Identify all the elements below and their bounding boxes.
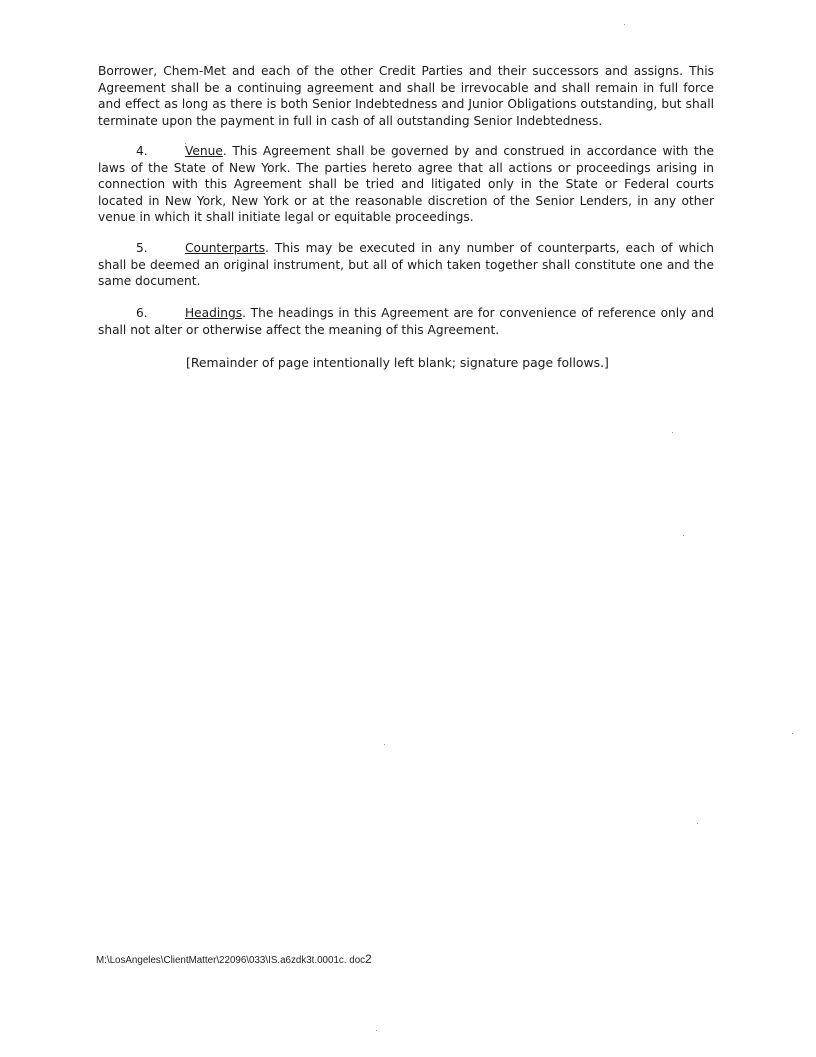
section-5-heading: Counterparts — [185, 241, 266, 255]
document-footer — [96, 953, 372, 967]
scan-speck — [672, 432, 673, 433]
section-6-number: 6. — [136, 306, 148, 320]
section-6-text: . The headings in this Agreement are for convenience of reference only and shall not alter or otherwise affect the meaning of this Agreement. — [98, 306, 714, 337]
footer-path: M:\LosAngeles\ClientMatter\22096\033\IS.a6zdk3t.0001c. doc — [96, 955, 366, 966]
scan-speck — [624, 24, 625, 25]
section-6-paragraph — [98, 305, 714, 338]
scan-speck — [376, 1030, 377, 1031]
continuation-paragraph — [98, 63, 714, 129]
continuation-text: Borrower, Chem-Met and each of the other Credit Parties and their successors and assigns. This Agreement shall be a continuing agreement and shall be irrevocable and shall remain in full force and effect as long as there is both Senior Indebtedness and Junior Obligations outstanding, but shall terminate upon the payment in full in cash of all outstanding Senior Indebtedness. — [98, 64, 714, 128]
section-4-number: 4. — [136, 144, 148, 158]
footer-page-number: 2 — [365, 952, 372, 966]
remainder-note: [Remainder of page intentionally left blank; signature page follows.] — [186, 355, 609, 370]
scan-speck — [384, 744, 385, 745]
section-4-heading: Venue — [185, 144, 223, 158]
scan-speck — [792, 733, 793, 734]
scan-speck — [697, 823, 698, 824]
section-6-heading: Headings — [185, 306, 243, 320]
scan-speck — [185, 143, 186, 144]
section-5-text: . This may be executed in any number of counterparts, each of which shall be deemed an original instrument, but all of which taken together shall constitute one and the same document. — [98, 241, 714, 289]
section-4-paragraph — [98, 143, 714, 226]
scan-speck — [683, 535, 684, 536]
section-5-number: 5. — [136, 241, 148, 255]
section-5-paragraph — [98, 240, 714, 290]
section-4-text: . This Agreement shall be governed by and construed in accordance with the laws of the State of New York. The parties hereto agree that all actions or proceedings arising in connection with this Agreement shall be tried and litigated only in the State or Federal courts located in New York, New York or at the reasonable discretion of the Senior Lenders, in any other venue in which it shall initiate legal or equitable proceedings. — [98, 144, 714, 225]
